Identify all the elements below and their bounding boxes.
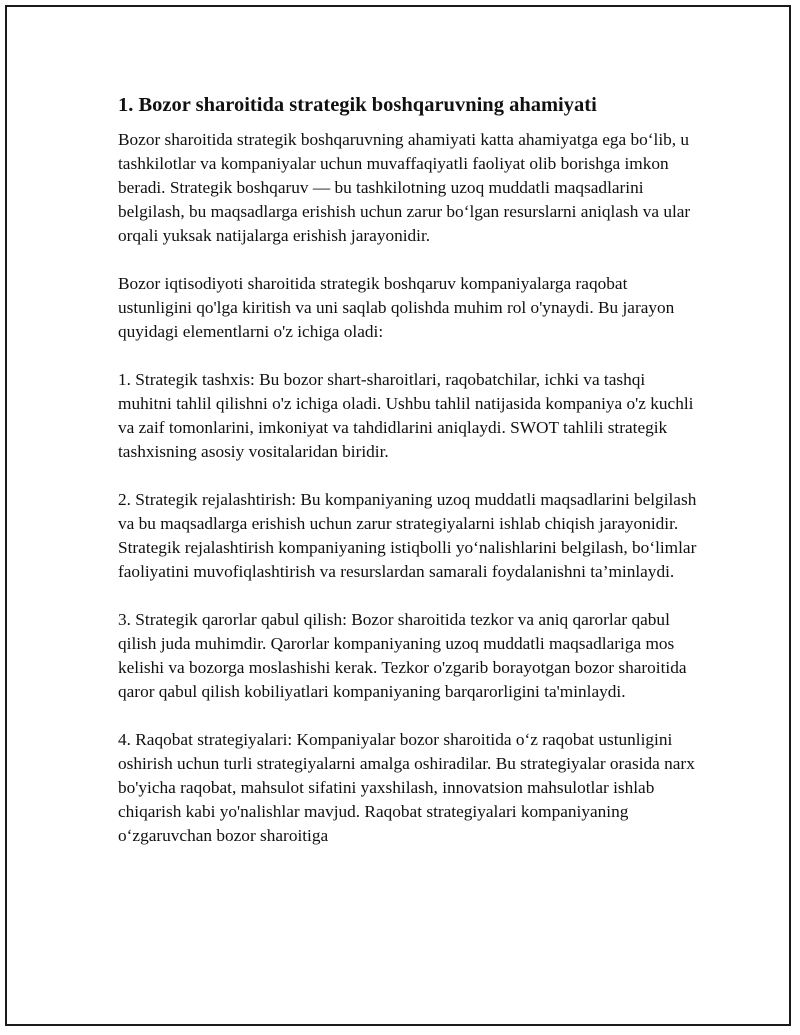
strategic-planning-paragraph: 2. Strategik rejalashtirish: Bu kompaniyaning uzoq muddatli maqsadlarini belgilash va bu maqsadlarga erishish uchun zarur strategiyalarni ishlab chiqish jarayonidir. Strategik rejalashtirish kompaniyaning istiqbolli yo‘nalishlarini belgilash, bo‘limlar faoliyatini muvofiqlashtirish va resurslardan samarali foydalanishni ta’minlaydi. <box>118 490 697 581</box>
market-economy-paragraph: Bozor iqtisodiyoti sharoitida strategik boshqaruv kompaniyalarga raqobat ustunligini qo'lga kiritish va uni saqlab qolishda muhim rol o'ynaydi. Bu jarayon quyidagi elementlarni o'z ichiga oladi: <box>118 274 675 341</box>
competition-strategies-paragraph: 4. Raqobat strategiyalari: Kompaniyalar bozor sharoitida o‘z raqobat ustunligini oshirish uchun turli strategiyalarni amalga oshiradilar. Bu strategiyalar orasida narx bo'yicha raqobat, mahsulot sifatini yaxshilash, innovatsion mahsulotlar ishlab chiqarish kabi yo'nalishlar mavjud. Raqobat strategiyalari kompaniyaning o‘zgaruvchan bozor sharoitiga <box>118 730 695 845</box>
strategic-decisions-paragraph: 3. Strategik qarorlar qabul qilish: Bozor sharoitida tezkor va aniq qarorlar qabul qilish juda muhimdir. Qarorlar kompaniyaning uzoq muddatli maqsadlariga mos kelishi va bozorga moslashishi kerak. Tezkor o'zgarib borayotgan bozor sharoitida qaror qabul qilish kobiliyatlari kompaniyaning barqarorligini ta'minlaydi. <box>118 610 687 701</box>
section-heading: 1. Bozor sharoitida strategik boshqaruvning ahamiyati <box>118 94 597 116</box>
strategic-diagnosis-paragraph: 1. Strategik tashxis: Bu bozor shart-sharoitlari, raqobatchilar, ichki va tashqi muhitni tahlil qilishni o'z ichiga oladi. Ushbu tahlil natijasida kompaniya o'z kuchli va zaif tomonlarini, imkoniyat va tahdidlarini aniqlaydi. SWOT tahlili strategik tashxisning asosiy vositalaridan biridir. <box>118 370 694 461</box>
intro-paragraph: Bozor sharoitida strategik boshqaruvning ahamiyati katta ahamiyatga ega bo‘lib, u tashkilotlar va kompaniyalar uchun muvaffaqiyatli faoliyat olib borishga imkon beradi. Strategik boshqaruv — bu tashkilotning uzoq muddatli maqsadlarini belgilash, bu maqsadlarga erishish uchun zarur bo‘lgan resurslarni aniqlash va ular orqali yuksak natijalarga erishish jarayonidir. <box>118 130 691 245</box>
document-body <box>118 92 698 872</box>
